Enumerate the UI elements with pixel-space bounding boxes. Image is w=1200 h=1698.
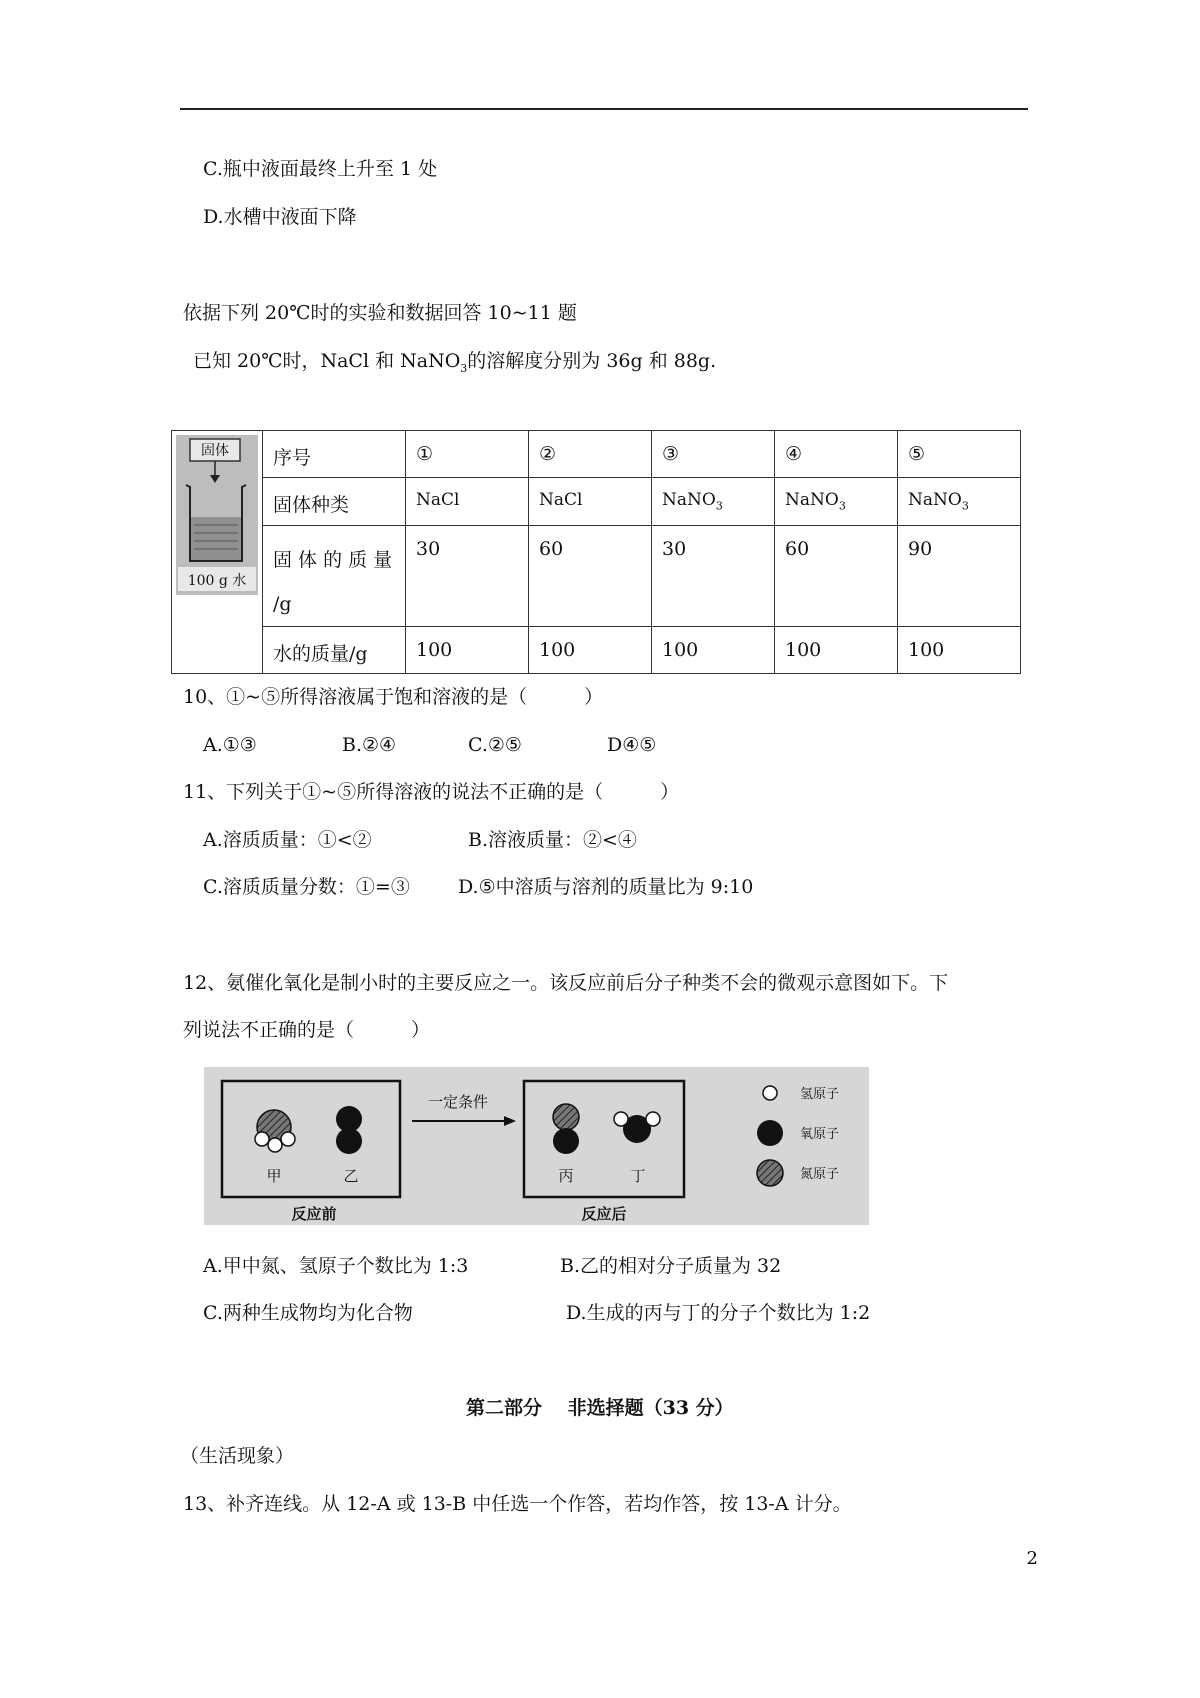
water-mass-cell: 100 xyxy=(406,627,529,674)
q10-option-a: A.①③ xyxy=(203,734,257,756)
q12-option-d: D.生成的丙与丁的分子个数比为 1:2 xyxy=(566,1302,871,1324)
hydrogen-atom-icon xyxy=(763,1086,777,1100)
molecule-jia xyxy=(255,1110,295,1152)
section-subtitle: （生活现象） xyxy=(180,1445,295,1467)
beaker-figure xyxy=(176,435,258,595)
water-mass-cell: 100 xyxy=(775,627,898,674)
solid-label: 固体 xyxy=(201,443,229,459)
type-cell: NaNO$_3$ xyxy=(775,478,898,526)
legend-oxygen: 氧原子 xyxy=(800,1127,840,1142)
type-cell: NaCl xyxy=(529,478,652,526)
molecule-bing xyxy=(553,1104,579,1154)
header-seq: 序号 xyxy=(263,431,406,478)
beaker-figure-cell xyxy=(172,431,263,674)
solid-mass-cell: 30 xyxy=(652,526,775,627)
water-mass-cell: 100 xyxy=(652,627,775,674)
q12-option-a: A.甲中氮、氢原子个数比为 1:3 xyxy=(203,1255,469,1277)
row-solid-label: 固 体 的 质 量 /g xyxy=(263,526,406,627)
arrow-icon xyxy=(504,1116,516,1126)
type-cell: NaNO$_3$ xyxy=(652,478,775,526)
solid-mass-cell: 60 xyxy=(529,526,652,627)
label-ding: 丁 xyxy=(630,1167,646,1185)
legend-nitrogen: 氮原子 xyxy=(800,1167,840,1182)
molecule-yi xyxy=(336,1106,362,1154)
solid-mass-cell: 90 xyxy=(898,526,1021,627)
legend-hydrogen: 氢原子 xyxy=(800,1087,840,1102)
header-2: ② xyxy=(529,431,652,478)
label-after: 反应后 xyxy=(581,1205,627,1223)
experiment-table xyxy=(171,430,1021,674)
label-jia: 甲 xyxy=(266,1167,282,1185)
solid-mass-cell: 60 xyxy=(775,526,898,627)
type-cell: NaNO$_3$ xyxy=(898,478,1021,526)
molecule-ding xyxy=(614,1112,660,1143)
q11-option-c: C.溶质质量分数：①=③ xyxy=(203,876,410,898)
q11-option-b: B.溶液质量：②<④ xyxy=(468,829,637,851)
intro-line-1: 依据下列 20℃时的实验和数据回答 10~11 题 xyxy=(183,302,577,324)
row-water-label: 水的质量/g xyxy=(263,627,406,674)
q10-option-c: C.②⑤ xyxy=(468,734,522,756)
q9-option-d: D.水槽中液面下降 xyxy=(203,206,357,228)
q10-option-b: B.②④ xyxy=(342,734,397,756)
q10-option-d: D④⑤ xyxy=(607,734,657,756)
row-type-label: 固体种类 xyxy=(263,478,406,526)
q13-stem: 13、补齐连线。从 12-A 或 13-B 中任选一个作答，若均作答，按 13-A 计分。 xyxy=(183,1493,852,1515)
part-two-title: 第二部分 非选择题（33 分） xyxy=(466,1397,734,1419)
header-5: ⑤ xyxy=(898,431,1021,478)
q12-stem-line-1: 12、氨催化氧化是制小时的主要反应之一。该反应前后分子种类不会的微观示意图如下。下 xyxy=(183,972,949,994)
q12-option-c: C.两种生成物均为化合物 xyxy=(203,1302,413,1324)
label-bing: 丙 xyxy=(558,1167,574,1185)
header-3: ③ xyxy=(652,431,775,478)
header-rule xyxy=(180,108,1028,110)
q11-stem: 11、下列关于①~⑤所得溶液的说法不正确的是（ ） xyxy=(183,781,680,803)
type-cell: NaCl xyxy=(406,478,529,526)
condition-label: 一定条件 xyxy=(427,1093,489,1111)
nitrogen-atom-icon xyxy=(757,1160,783,1186)
q12-stem-line-2: 列说法不正确的是（ ） xyxy=(183,1019,431,1041)
legend xyxy=(757,1086,839,1186)
q9-option-c: C.瓶中液面最终上升至 1 处 xyxy=(203,158,438,180)
water-mass-cell: 100 xyxy=(529,627,652,674)
header-4: ④ xyxy=(775,431,898,478)
water-mass-cell: 100 xyxy=(898,627,1021,674)
q11-option-a: A.溶质质量：①<② xyxy=(203,829,372,851)
q12-option-b: B.乙的相对分子质量为 32 xyxy=(560,1255,782,1277)
q10-stem: 10、①~⑤所得溶液属于饱和溶液的是（ ） xyxy=(183,686,604,708)
solid-mass-cell: 30 xyxy=(406,526,529,627)
reaction-diagram xyxy=(204,1067,869,1225)
oxygen-atom-icon xyxy=(757,1120,783,1146)
label-before: 反应前 xyxy=(291,1205,337,1223)
q11-option-d: D.⑤中溶质与溶剂的质量比为 9:10 xyxy=(458,876,754,898)
intro-line-2: 已知 20℃时，NaCl 和 NaNO$_3$的溶解度分别为 36g 和 88g. xyxy=(193,350,717,375)
page-number: 2 xyxy=(1026,1548,1038,1569)
label-yi: 乙 xyxy=(343,1167,359,1185)
header-1: ① xyxy=(406,431,529,478)
water-label: 100 g 水 xyxy=(187,573,247,589)
